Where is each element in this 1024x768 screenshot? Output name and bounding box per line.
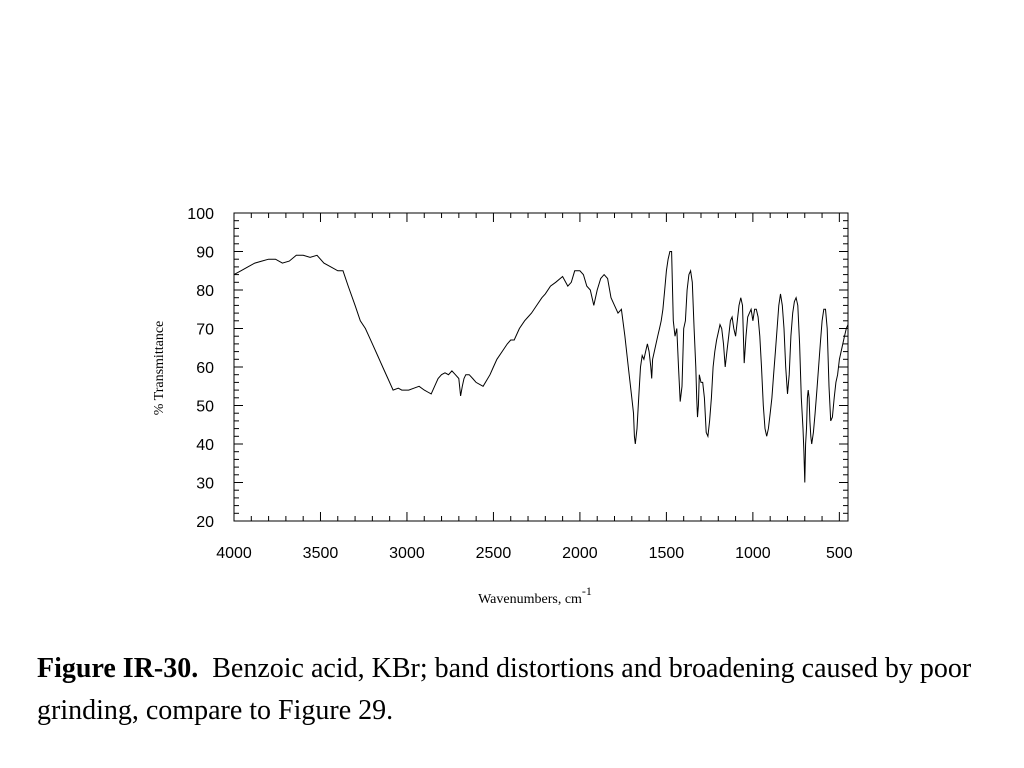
x-tick-label: 1500 — [648, 545, 685, 562]
x-axis-title — [478, 584, 592, 607]
plot-frame — [234, 213, 848, 521]
plot-border — [234, 213, 848, 521]
x-axis-title-superscript: -1 — [581, 584, 592, 598]
y-tick-label: 30 — [196, 475, 214, 493]
figure-caption — [37, 648, 987, 732]
x-axis-title-text: Wavenumbers, cm — [478, 592, 582, 607]
x-tick-label: 3500 — [302, 545, 339, 562]
y-tick-label: 90 — [196, 244, 214, 262]
x-tick-label: 3000 — [389, 545, 425, 562]
y-tick-label: 60 — [196, 360, 214, 377]
x-tick-labels — [216, 545, 853, 562]
y-tick-label: 70 — [196, 321, 214, 339]
y-tick-label: 80 — [196, 283, 214, 300]
x-tick-label: 1000 — [735, 545, 771, 562]
caption-text: Benzoic acid, KBr; band distortions and broadening caused by poor grinding, compare to Figure 29. — [37, 653, 972, 726]
caption-label: Figure IR-30. — [37, 653, 199, 684]
y-axis-title: % Transmittance — [152, 320, 167, 416]
x-tick-label: 500 — [826, 545, 853, 562]
y-tick-labels — [187, 206, 214, 531]
y-tick-label: 40 — [196, 437, 214, 454]
y-tick-label: 100 — [187, 206, 214, 223]
x-tick-label: 4000 — [216, 545, 252, 562]
spectrum-line — [234, 252, 848, 483]
x-tick-label: 2500 — [475, 545, 512, 562]
y-tick-label: 20 — [196, 514, 214, 531]
y-minor-ticks — [234, 213, 848, 521]
x-tick-label: 2000 — [562, 545, 598, 562]
y-tick-label: 50 — [196, 398, 214, 416]
x-minor-ticks — [234, 213, 839, 521]
